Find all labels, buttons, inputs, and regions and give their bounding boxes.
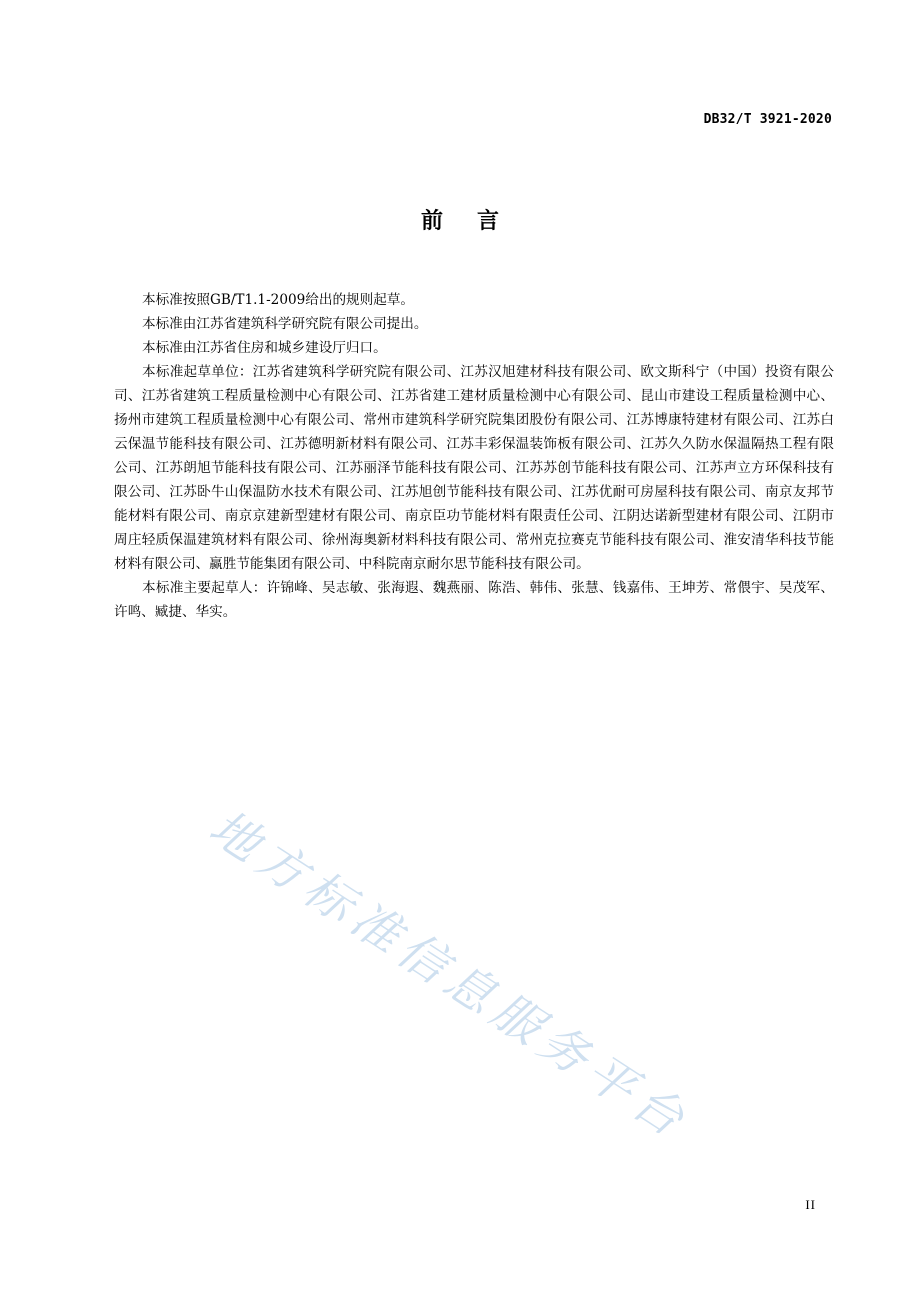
page-number: II <box>805 1197 816 1212</box>
page-title: 前言 <box>420 209 533 234</box>
document-code: DB32/T 3921-2020 <box>703 112 832 127</box>
paragraph-drafting-units: 本标准起草单位：江苏省建筑科学研究院有限公司、江苏汉旭建材科技有限公司、欧文斯科宁（中国）投资有限公司、江苏省建筑工程质量检测中心有限公司、江苏省建工建材质量检测中心有限公司、昆山市建设工程质量检测中心、扬州市建筑工程质量检测中心有限公司、常州市建筑科学研究院集团股份有限公司、江苏博康特建材有限公司、江苏白云保温节能科技有限公司、江苏德明新材料有限公司、江苏丰彩保温装饰板有限公司、江苏久久防水保温隔热工程有限公司、江苏朗旭节能科技有限公司、江苏丽泽节能科技有限公司、江苏苏创节能科技有限公司、江苏声立方环保科技有限公司、江苏卧牛山保温防水技术有限公司、江苏旭创节能科技有限公司、江苏优耐可房屋科技有限公司、南京友邦节能材料有限公司、南京京建新型建材有限公司、南京臣功节能材料有限责任公司、江阴达诺新型建材有限公司、江阴市周庄轻质保温建筑材料有限公司、徐州海奥新材料科技有限公司、常州克拉赛克节能科技有限公司、淮安清华科技节能材料有限公司、赢胜节能集团有限公司、中科院南京耐尔思节能科技有限公司。 <box>114 364 834 572</box>
watermark: 地方标准信息服务平台 <box>199 799 700 1152</box>
paragraph-administrator: 本标准由江苏省住房和城乡建设厅归口。 <box>142 340 387 356</box>
paragraph-drafting-rules: 本标准按照GB/T1.1-2009给出的规则起草。 <box>142 292 415 308</box>
paragraph-drafters: 本标准主要起草人：许锦峰、吴志敏、张海遐、魏燕丽、陈浩、韩伟、张慧、钱嘉伟、王坤芳、常偎宇、吴茂军、许鸣、臧捷、华实。 <box>114 580 834 620</box>
paragraph-proposer: 本标准由江苏省建筑科学研究院有限公司提出。 <box>142 316 428 332</box>
preface-body <box>114 288 834 624</box>
